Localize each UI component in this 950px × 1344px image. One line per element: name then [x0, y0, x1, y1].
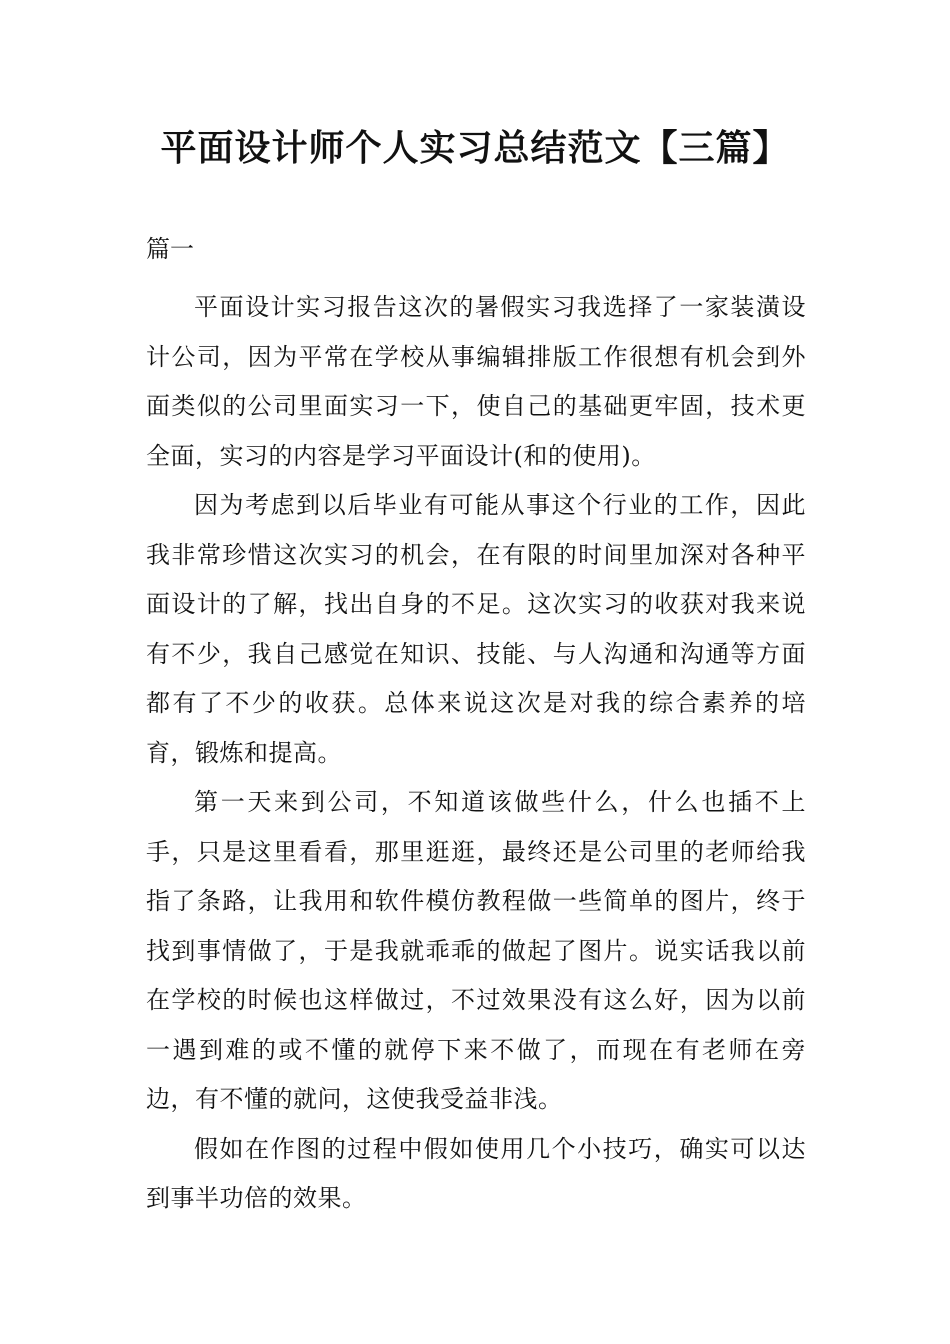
paragraph-3: 第一天来到公司，不知道该做些什么，什么也插不上手，只是这里看看，那里逛逛，最终还是公司里的老师给我指了条路，让我用和软件模仿教程做一些简单的图片，终于找到事情做了，于是我就乖乖的做起了图片。说实话我以前在学校的时候也这样做过，不过效果没有这么好，因为以前一遇到难的或不懂的就停下来不做了，而现在有老师在旁边，有不懂的就问，这使我受益非浅。 [146, 788, 806, 1113]
paragraph-4: 假如在作图的过程中假如使用几个小技巧，确实可以达到事半功倍的效果。 [146, 1134, 806, 1212]
document-title: 平面设计师个人实习总结范文【三篇】 [160, 128, 790, 169]
document-body [146, 283, 806, 1224]
paragraph-2: 因为考虑到以后毕业有可能从事这个行业的工作，因此我非常珍惜这次实习的机会，在有限的时间里加深对各种平面设计的了解，找出自身的不足。这次实习的收获对我来说有不少，我自己感觉在知识、技能、与人沟通和沟通等方面都有了不少的收获。总体来说这次是对我的综合素养的培育，锻炼和提高。 [146, 491, 806, 767]
section-label: 篇一 [146, 235, 194, 263]
paragraph-1: 平面设计实习报告这次的暑假实习我选择了一家装潢设计公司，因为平常在学校从事编辑排版工作很想有机会到外面类似的公司里面实习一下，使自己的基础更牢固，技术更全面，实习的内容是学习平面设计(和的使用)。 [146, 293, 806, 470]
